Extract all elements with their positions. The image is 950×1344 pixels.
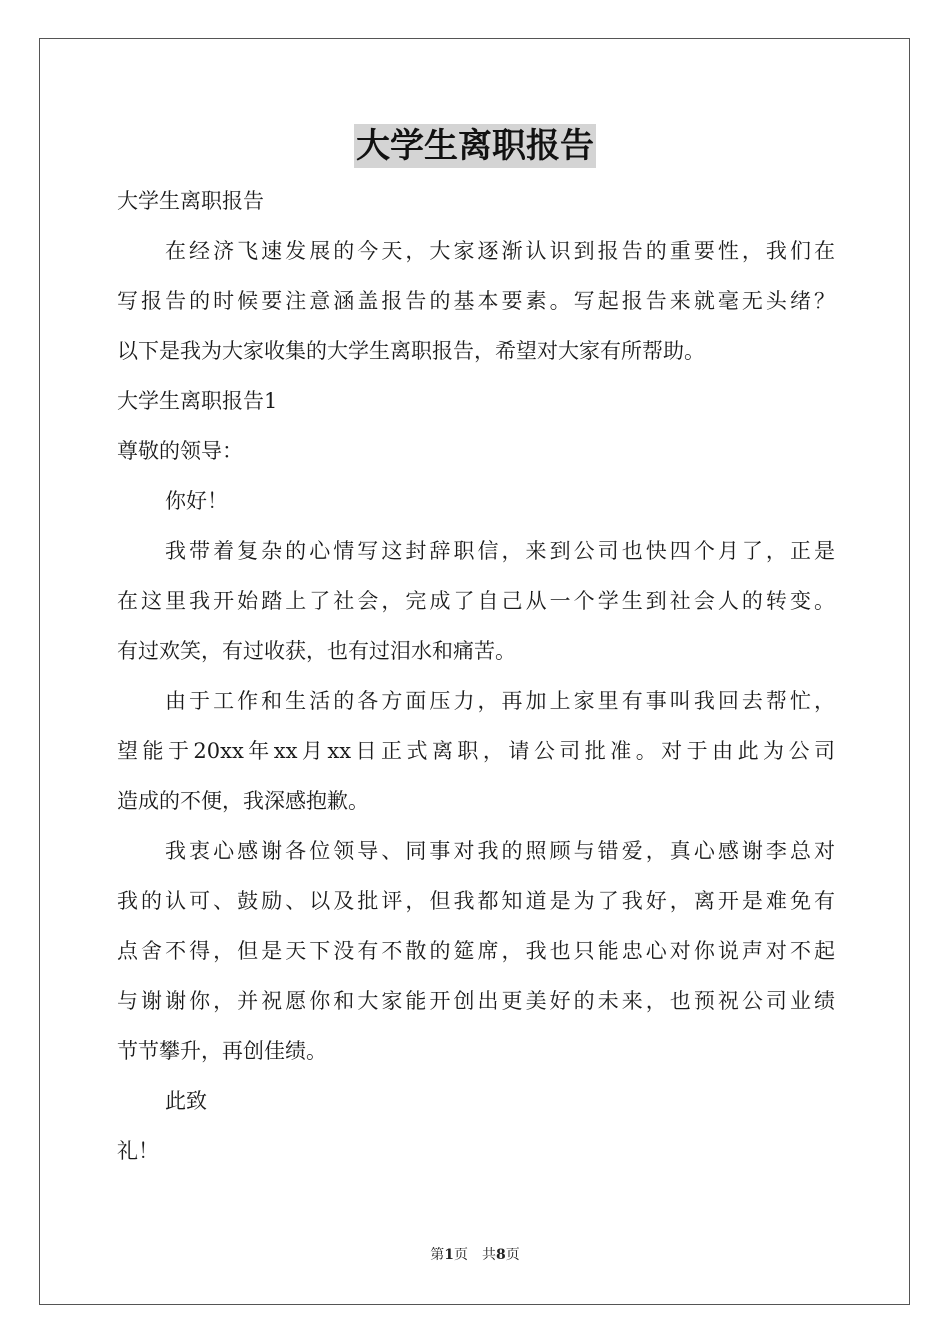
footer-page-current: 1: [444, 1247, 454, 1263]
text-line: 望能于20xx年xx月xx日正式离职，请公司批准。对于由此为公司: [117, 739, 835, 763]
footer-page-prefix: 第: [430, 1247, 445, 1263]
title-container: [0, 124, 950, 168]
text-line: 我带着复杂的心情写这封辞职信，来到公司也快四个月了，正是: [165, 539, 835, 563]
document-body: [117, 176, 835, 1176]
text-line: 我衷心感谢各位领导、同事对我的照顾与错爱，真心感谢李总对: [165, 839, 835, 863]
text-line: 我的认可、鼓励、以及批评，但我都知道是为了我好，离开是难免有: [117, 889, 835, 913]
text-line: 写报告的时候要注意涵盖报告的基本要素。写起报告来就毫无头绪？: [117, 289, 835, 313]
text-line: 此致: [165, 1089, 207, 1113]
text-line: 由于工作和生活的各方面压力，再加上家里有事叫我回去帮忙，: [165, 689, 835, 713]
footer-page-total: 8: [496, 1247, 506, 1263]
text-line: 大学生离职报告1: [117, 389, 278, 413]
page-footer: [0, 1245, 950, 1265]
text-line: 与谢谢你，并祝愿你和大家能开创出更美好的未来，也预祝公司业绩: [117, 989, 835, 1013]
text-line: 以下是我为大家收集的大学生离职报告，希望对大家有所帮助。: [117, 339, 705, 363]
text-line: 造成的不便，我深感抱歉。: [117, 789, 369, 813]
footer-page-suffix: 页: [505, 1247, 520, 1263]
text-line: 点舍不得，但是天下没有不散的筵席，我也只能忠心对你说声对不起: [117, 939, 835, 963]
text-line: 节节攀升，再创佳绩。: [117, 1039, 327, 1063]
text-line: 有过欢笑，有过收获，也有过泪水和痛苦。: [117, 639, 516, 663]
text-line: 尊敬的领导：: [117, 439, 243, 463]
document-title: 大学生离职报告: [356, 126, 594, 166]
text-line: 大学生离职报告: [117, 189, 264, 213]
text-line: 在经济飞速发展的今天，大家逐渐认识到报告的重要性，我们在: [165, 239, 835, 263]
footer-page-mid: 页 共: [454, 1247, 496, 1263]
text-line: 你好！: [165, 489, 228, 513]
text-line: 在这里我开始踏上了社会，完成了自己从一个学生到社会人的转变。: [117, 589, 835, 613]
text-line: 礼！: [117, 1139, 159, 1163]
